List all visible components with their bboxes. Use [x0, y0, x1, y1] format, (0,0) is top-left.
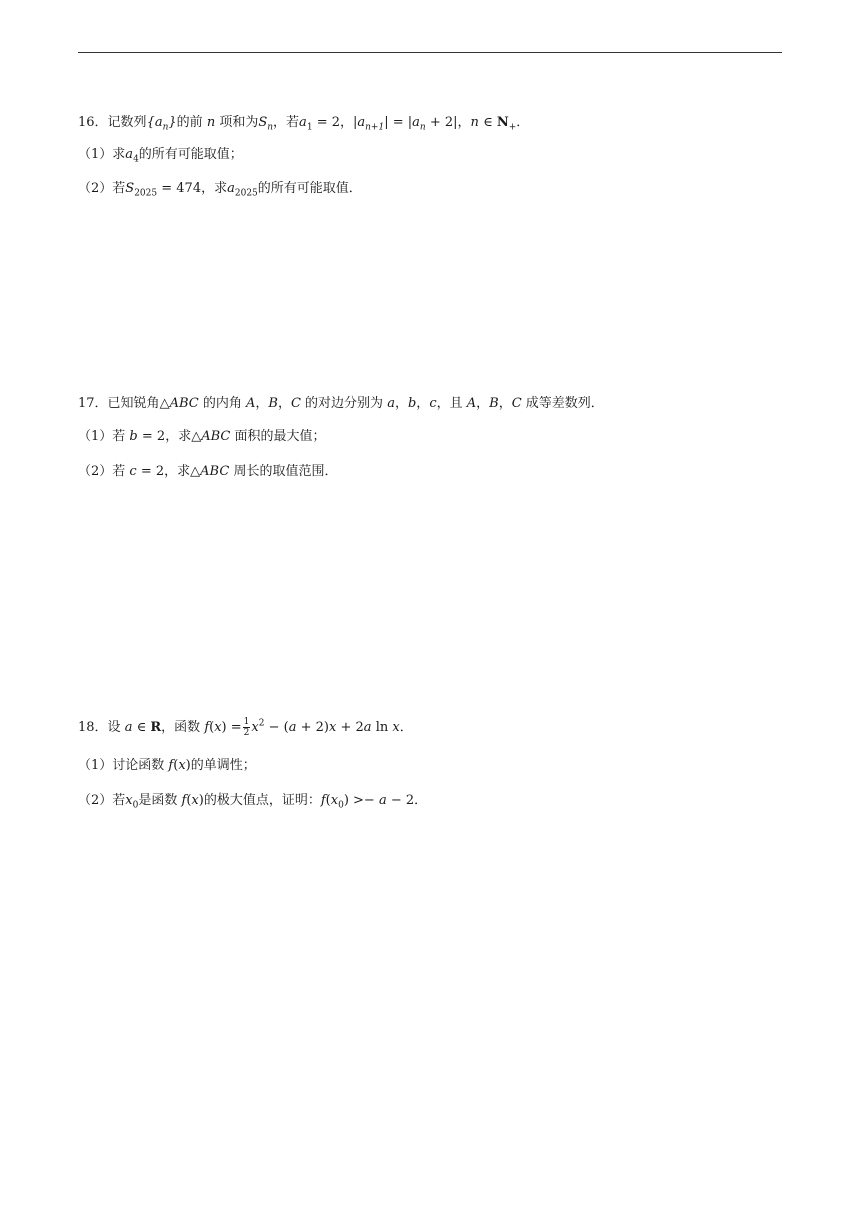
- q17-stem: 17．已知锐角△ABC 的内角 A，B，C 的对边分别为 a，b，c，且 A，B，C 成等差数列．: [78, 396, 604, 411]
- fraction-one-half: $\frac{1}{2}$: [243, 717, 250, 738]
- q18-number: 18．: [78, 720, 108, 735]
- q18-part2: （2）若$x_0$是函数 f(x)的极大值点，证明：$f(x_0) >- a - 2$．: [78, 793, 428, 811]
- q16-part1: （1）求$a_4$的所有可能取值；: [78, 147, 243, 165]
- q16-part2: （2）若$S_{2025} = 474$，求$a_{2025}$的所有可能取值．: [78, 181, 362, 199]
- q17-number: 17．: [78, 396, 108, 411]
- q17-part2: （2）若 c = 2，求△ABC 周长的取值范围．: [78, 464, 338, 479]
- q16-number: 16．: [78, 115, 108, 130]
- q17-part1: （1）若 b = 2，求△ABC 面积的最大值；: [78, 429, 326, 444]
- q16-math-seq: $\{a_n\}$: [146, 115, 177, 133]
- q18-part1: （1）讨论函数 f(x)的单调性；: [78, 758, 256, 773]
- header-rule: [78, 52, 782, 53]
- q16-stem: 16．记数列$\{a_n\}$的前 n 项和为$S_n$，若$a_1 = 2$，$|a_{n+1}| = |a_n + 2|$，n ∈ $N_+$．: [78, 115, 530, 133]
- q18-stem: 18．设 a ∈ R，函数 f(x) = $\frac{1}{2}$ $x^2 - (a + 2)x + 2a$ ln x．: [78, 717, 413, 738]
